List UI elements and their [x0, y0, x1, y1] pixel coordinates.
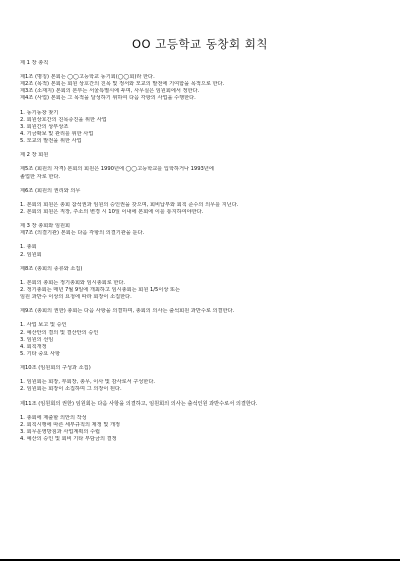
list-item: 임원 과반수 이상의 요청에 따라 회장이 소집한다. — [20, 294, 132, 301]
list-item: 1. 임원회는 회장, 부회장, 총무, 이사 및 감사로서 구성한다. — [20, 379, 155, 386]
chapter-3-heading: 제 3 장 총회와 임원회 — [20, 223, 70, 230]
article-5-cont: 졸업한 자로 한다. — [20, 173, 61, 180]
list-item: 3. 회원간의 상부상조 — [20, 123, 69, 130]
list-item: 2. 예산안의 결의 및 결산안의 승인 — [20, 329, 99, 336]
list-item: 2. 정기총회는 매년 7월 9일에 개최하고 임시총회는 회원 1/5이상 또는 — [20, 287, 181, 293]
article-6: 제6조 (회원의 권리와 의무 — [20, 187, 81, 194]
list-item: 1. 본회의 총회는 정기총회와 임시총회로 한다. — [20, 279, 126, 286]
article-11: 제11조 (임원회의 권한) 임원회는 다음 사항을 의결하고, 임원회의 의사는 출석인원 과반수로서 의결한다. — [20, 400, 258, 407]
list-item: 1. 사업 보고 및 승인 — [20, 322, 67, 329]
article-2: 제2조 (목적) 본회는 회원 상호간의 친목 및 정서와 모교의 발전에 기여함을 목적으로 한다. — [20, 81, 225, 88]
list-item: 1. 총회 — [20, 244, 37, 251]
list-item: 4. 기금확보 및 관리를 위한 사업 — [20, 130, 94, 137]
chapter-2-heading: 제 2 장 회원 — [20, 152, 49, 159]
list-item: 2. 회칙시행에 따른 세부규칙의 제정 및 개정 — [20, 421, 121, 428]
article-4: 제4조 (사업) 본회는 그 목적을 달성하기 위하여 다음 각항의 사업을 수행한다. — [20, 95, 196, 102]
article-9: 제9조 (총회의 권한) 총회는 다음 사항을 의결하며, 총회의 의사는 출석회원 과반수로 의결한다. — [20, 308, 235, 315]
list-item: 1. 동기동창 찾기 — [20, 109, 59, 116]
list-item: 5. 기타 중요 사항 — [20, 350, 60, 357]
list-item: 2. 회원상호간의 친목증진을 위한 사업 — [20, 116, 107, 123]
list-item: 3. 임원의 선임 — [20, 336, 54, 343]
article-8: 제8조 (총회의 종류와 소집) — [20, 265, 83, 272]
article-5: 제5조 (회원의 자격) 본회의 회원은 1990년에 ◯◯고등학교를 입학하거나 1993년에 — [20, 166, 214, 173]
list-item: 1. 본회의 회원은 총회 참석권과 임원의 승인권을 갖으며, 회비납부와 회칙 준수의 의무를 지닌다. — [20, 201, 239, 208]
article-7: 제7조 (의결기관) 본회는 다음 각항의 의결기관을 둔다. — [20, 230, 145, 237]
list-item: 4. 회칙개정 — [20, 343, 47, 350]
chapter-1-heading: 제 1 장 총칙 — [20, 60, 49, 66]
article-10: 제10조 (임원회의 구성과 소집) — [20, 365, 91, 372]
list-item: 3. 회무운영방침과 사업계획의 수립 — [20, 428, 101, 435]
article-1: 제1조 (명칭) 본회는 ◯◯고등학교 동기회(◯◯회)라 한다. — [20, 74, 155, 81]
list-item: 2. 본회의 회원은 직장, 주소의 변경 시 10일 이내에 본회에 이를 통지하여야한다. — [20, 208, 204, 215]
page-bottom-rule — [0, 559, 400, 561]
document-body — [20, 60, 384, 443]
document-title: OO 고등학교 동창회 회칙 — [131, 37, 269, 51]
article-3: 제3조 (소재지) 본회의 본부는 서울특별시에 두며, 사무실은 임원회에서 정한다. — [20, 88, 200, 95]
list-item: 1. 총회에 제출할 의안의 작성 — [20, 414, 87, 421]
list-item: 4. 예산의 승인 및 회비 기타 부담금의 결정 — [20, 435, 117, 442]
list-item: 2. 임원회는 회장이 소집하며 그 의장이 된다. — [20, 386, 122, 393]
list-item: 5. 모교의 발전을 위한 사업 — [20, 138, 82, 145]
list-item: 2. 임원회 — [20, 251, 42, 258]
